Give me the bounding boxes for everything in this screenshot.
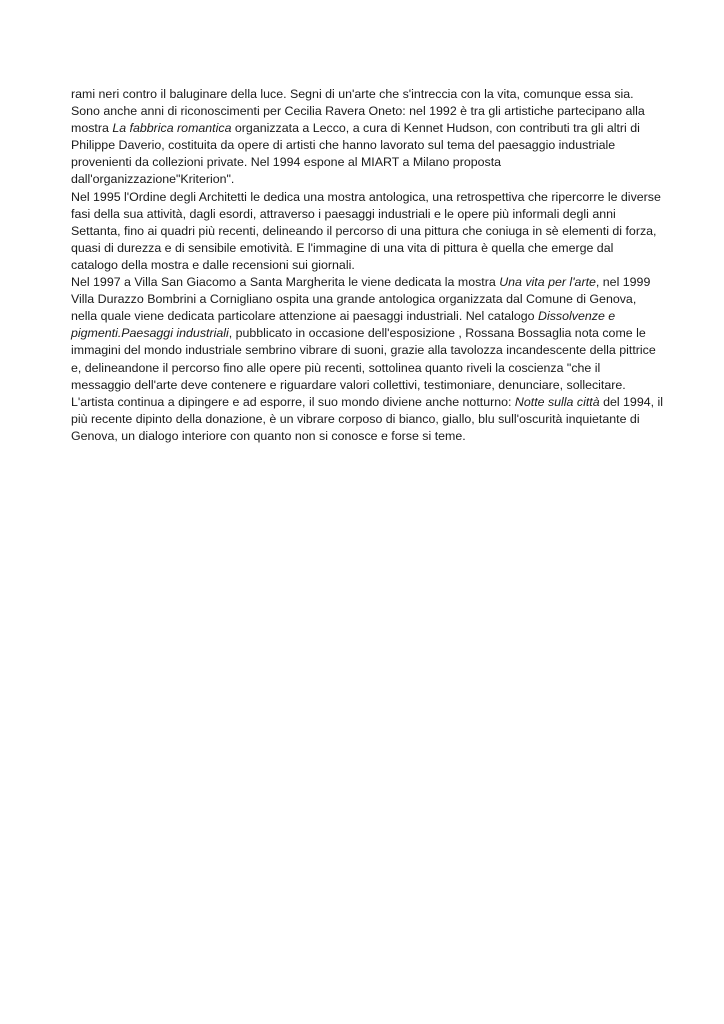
text-run: rami neri contro il baluginare della luce. Segni di un'arte che s'intreccia con la vita, comunque essa sia. Sono anche anni di riconoscimenti per Cecilia Ravera Oneto: nel 1992 è tra gli artistiche partecipano alla mostra bbox=[71, 87, 645, 136]
paragraph-4 bbox=[71, 394, 663, 445]
painting-title-notte-sulla-citta: Notte sulla città bbox=[514, 394, 600, 409]
text-run: , nel 1999 Villa Durazzo Bombrini a Cornigliano ospita una grande antologica organizzata dal Comune di Genova, nella quale viene dedicata particolare attenzione ai paesaggi industriali. Nel catalogo bbox=[71, 275, 651, 324]
paragraph-1 bbox=[71, 86, 663, 189]
paragraph-2 bbox=[71, 189, 663, 274]
catalog-title-dissolvenze-e-pigmenti: Dissolvenze e pigmenti.Paesaggi industriali bbox=[71, 309, 616, 341]
text-run: organizzata a Lecco, a cura di Kennet Hudson, con contributi tra gli altri di Philippe Daverio, costituita da opere di artisti che hanno lavorato sul tema del paesaggio industriale provenienti da collezioni private. Nel 1994 espone al MIART a Milano proposta dall'organizzazione"Kriterion". bbox=[71, 121, 640, 187]
text-run: Nel 1997 a Villa San Giacomo a Santa Margherita le viene dedicata la mostra bbox=[71, 275, 500, 290]
text-run: , pubblicato in occasione dell'esposizione , Rossana Bossaglia nota come le immagini del mondo industriale sembrino vibrare di suoni, grazie alla tavolozza incandescente della pittrice e, delineandone il percorso fino alle opere più recenti, sottolinea quanto riveli la coscienza "che il messaggio dell'arte deve contenere e riguardare valori collettivi, testimoniare, denunciare, sollecitare. bbox=[71, 326, 656, 392]
exhibition-title-la-fabbrica-romantica: La fabbrica romantica bbox=[112, 121, 232, 136]
text-run: del 1994, il più recente dipinto della donazione, è un vibrare corposo di bianco, giallo, blu sull'oscurità inquietante di Genova, un dialogo interiore con quanto non si conosce e forse si teme. bbox=[71, 394, 663, 443]
paragraph-3 bbox=[71, 274, 663, 394]
body-text bbox=[71, 86, 663, 445]
text-run: Nel 1995 l'Ordine degli Architetti le dedica una mostra antologica, una retrospettiva che ripercorre le diverse fasi della sua attività, dagli esordi, attraverso i paesaggi industriali e le opere più informali degli anni Settanta, fino ai quadri più recenti, delineando il percorso di una pittura che coniuga in sè elementi di forza, quasi di durezza e di sensibile emotività. E l'immagine di una vita di pittura è quella che emerge dal catalogo della mostra e dalle recensioni sui giornali. bbox=[71, 189, 661, 272]
exhibition-title-una-vita-per-l-arte: Una vita per l'arte bbox=[499, 275, 596, 290]
text-run: L'artista continua a dipingere e ad esporre, il suo mondo diviene anche notturno: bbox=[71, 394, 515, 409]
